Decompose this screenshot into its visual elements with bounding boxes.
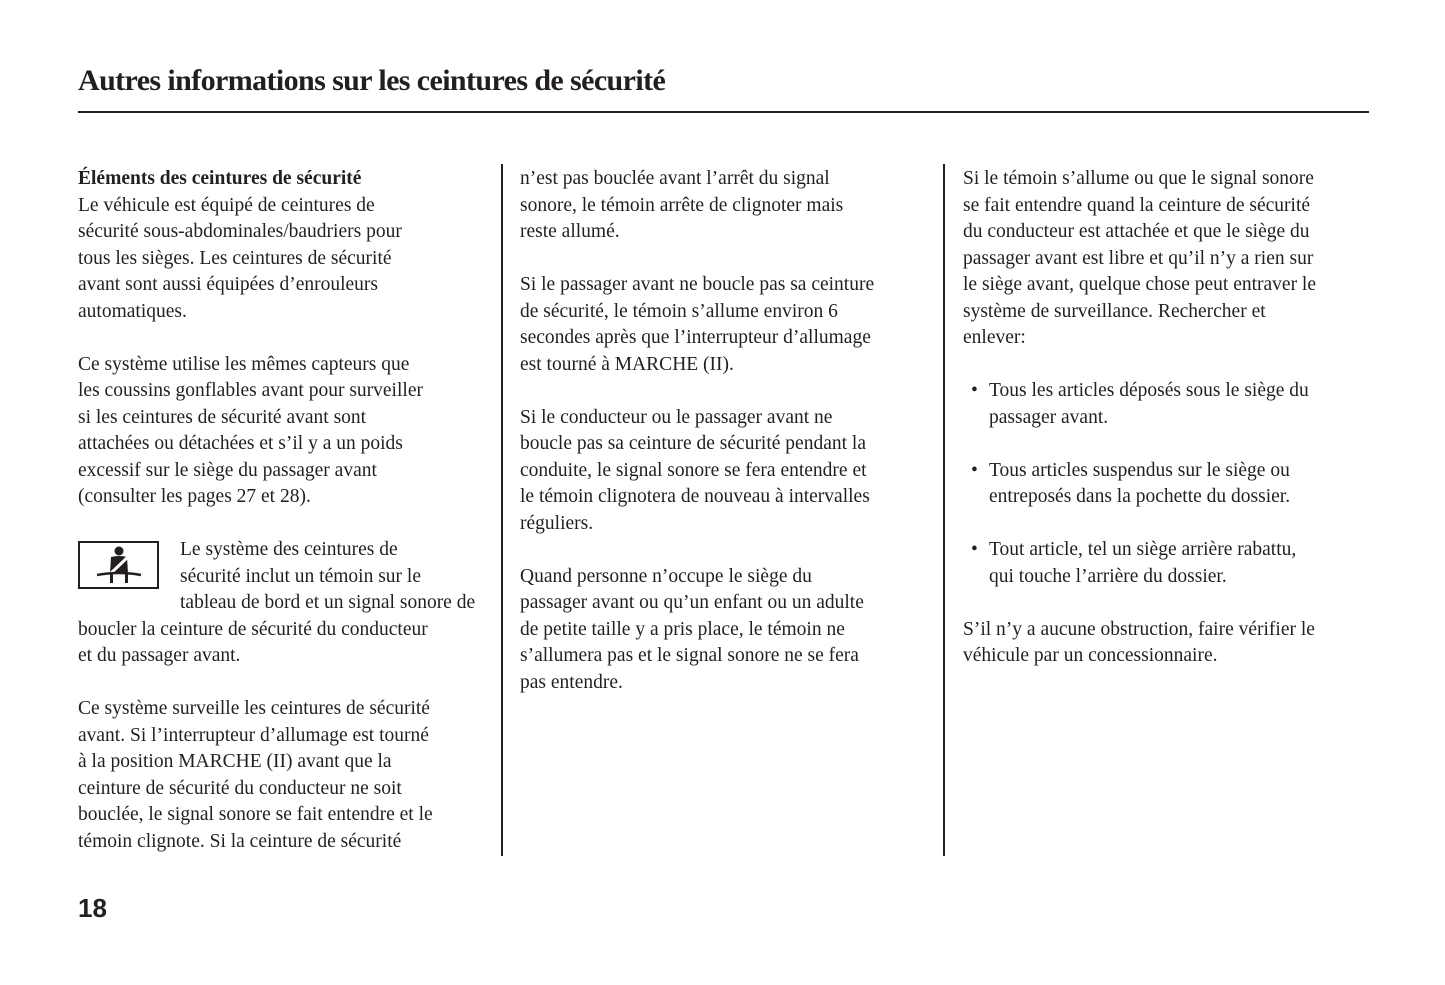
paragraph: Le système des ceintures de sécurité inclut un témoin sur le tableau de bord et un signal sonore de boucler la ceinture de sécurité du conducteur et du passager avant. <box>78 539 476 666</box>
paragraph: Ce système surveille les ceintures de sécurité avant. Si l’interrupteur d’allumage est tourné à la position MARCHE (II) avant que la ceinture de sécurité du conducteur ne soit bouclée, le signal sonore se fait entendre et le témoin clignote. Si la ceinture de sécurité <box>78 698 433 852</box>
column-divider <box>943 164 945 856</box>
page-number: 18 <box>78 893 107 923</box>
seatbelt-icon <box>78 541 159 589</box>
paragraph: Quand personne n’occupe le siège du passager avant ou qu’un enfant ou un adulte de petite taille y a pris place, le témoin ne s’allumera pas et le signal sonore ne se fera pas entendre. <box>520 565 864 693</box>
paragraph: Si le conducteur ou le passager avant ne boucle pas sa ceinture de sécurité pendant la conduite, le signal sonore se fera entendre et le témoin clignotera de nouveau à intervalles réguliers. <box>520 406 870 534</box>
paragraph: Si le témoin s’allume ou que le signal sonore se fait entendre quand la ceinture de sécurité du conducteur est attachée et que le siège du passager avant est libre et qu’il n’y a rien sur le siège avant, quelque chose peut entraver le système de surveillance. Rechercher et enlever: <box>963 168 1317 348</box>
column-3 <box>963 166 1373 696</box>
paragraph: Le véhicule est équipé de ceintures de sécurité sous-abdominales/baudriers pour tous les sièges. Les ceintures de sécurité avant sont aussi équipées d’enrouleurs automatiques. <box>78 194 402 322</box>
bullet-item: • Tout article, tel un siège arrière rabattu, qui touche l’arrière du dossier. <box>971 537 1373 590</box>
bullet-icon: • <box>971 539 978 560</box>
paragraph: Ce système utilise les mêmes capteurs que les coussins gonflables avant pour surveiller si les ceintures de sécurité avant sont attachées ou détachées et s’il y a un poids excessif sur le siège du passager avant (consulter les pages 27 et 28). <box>78 353 423 507</box>
column-divider <box>501 164 503 856</box>
paragraph: n’est pas bouclée avant l’arrêt du signal sonore, le témoin arrête de clignoter mais reste allumé. <box>520 168 844 242</box>
bullet-icon: • <box>971 380 978 401</box>
column-2 <box>520 166 930 723</box>
title-rule <box>78 111 1369 113</box>
bullet-item: • Tous les articles déposés sous le siège du passager avant. <box>971 378 1373 431</box>
column-1 <box>78 166 488 882</box>
bullet-icon: • <box>971 459 978 481</box>
section-heading: Éléments des ceintures de sécurité <box>78 168 362 189</box>
page-title: Autres informations sur les ceintures de sécurité <box>78 64 666 97</box>
paragraph: S’il n’y a aucune obstruction, faire vérifier le véhicule par un concessionnaire. <box>963 618 1315 666</box>
bullet-item: • Tous articles suspendus sur le siège ou entreposés dans la pochette du dossier. <box>971 458 1373 511</box>
paragraph: Si le passager avant ne boucle pas sa ceinture de sécurité, le témoin s’allume environ 6 secondes après que l’interrupteur d’allumage est tourné à MARCHE (II). <box>520 274 875 375</box>
